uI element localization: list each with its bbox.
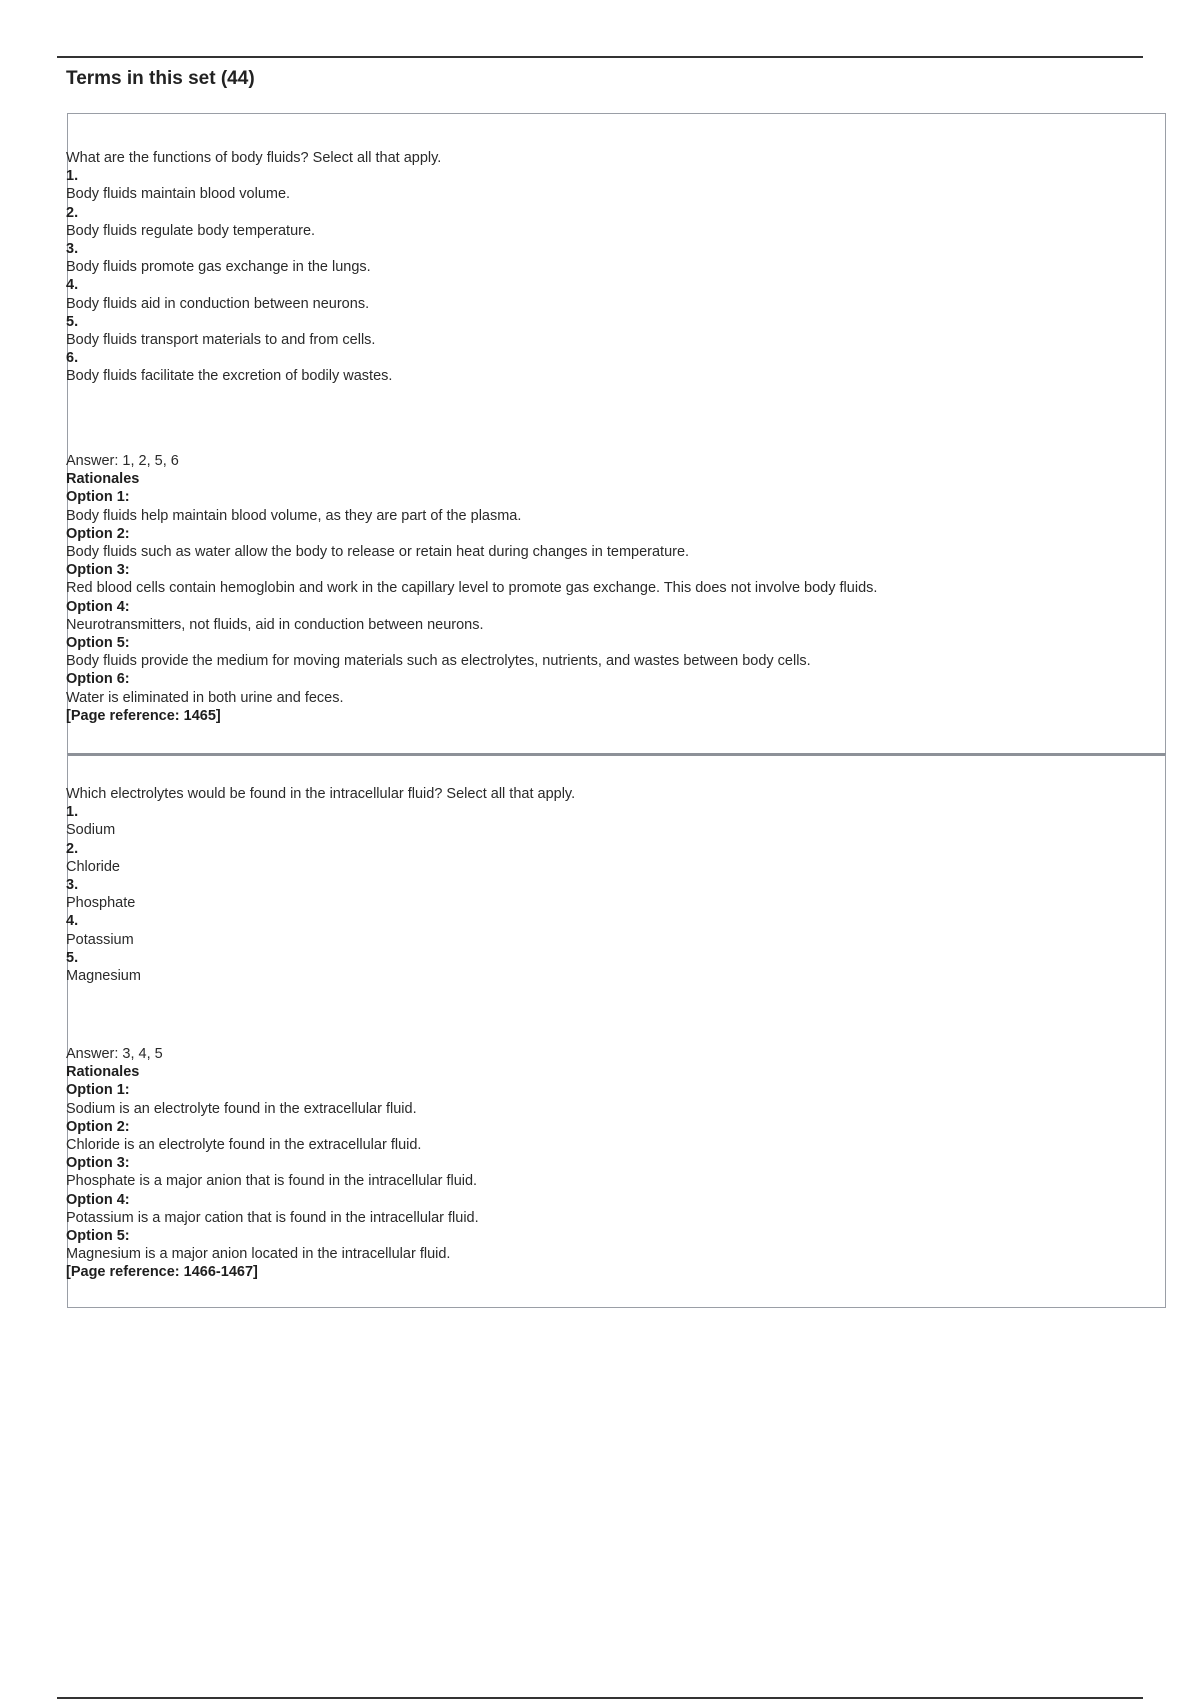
top-divider bbox=[57, 56, 1143, 58]
answer-block bbox=[66, 452, 1165, 725]
term-card bbox=[67, 113, 1166, 755]
option-text: Body fluids maintain blood volume. bbox=[66, 186, 291, 203]
rationale-text: Phosphate is a major anion that is found in the intracellular fluid. bbox=[66, 1173, 478, 1190]
option-text: Body fluids regulate body temperature. bbox=[66, 222, 316, 239]
question-block bbox=[66, 149, 1165, 386]
option-number: 2. bbox=[66, 204, 79, 221]
rationale-label: Option 5: bbox=[66, 1228, 130, 1245]
rationale-text: Magnesium is a major anion located in the intracellular fluid. bbox=[66, 1246, 451, 1263]
option-number: 4. bbox=[66, 913, 79, 930]
rationale-label: Option 2: bbox=[66, 525, 130, 542]
question-text: Which electrolytes would be found in the intracellular fluid? Select all that apply. bbox=[66, 786, 576, 802]
option-number: 2. bbox=[66, 840, 79, 857]
rationale-label: Option 3: bbox=[66, 562, 130, 579]
page-reference: [Page reference: 1465] bbox=[66, 707, 221, 724]
option-text: Body fluids aid in conduction between neurons. bbox=[66, 295, 370, 312]
bottom-divider bbox=[57, 1697, 1143, 1699]
question-text: What are the functions of body fluids? Select all that apply. bbox=[66, 150, 442, 166]
rationales-heading: Rationales bbox=[66, 1064, 140, 1081]
option-text: Sodium bbox=[66, 822, 116, 839]
rationale-label: Option 6: bbox=[66, 671, 130, 688]
rationale-text: Water is eliminated in both urine and feces. bbox=[66, 689, 344, 706]
option-number: 1. bbox=[66, 804, 79, 821]
rationale-label: Option 1: bbox=[66, 489, 130, 506]
rationale-text: Chloride is an electrolyte found in the extracellular fluid. bbox=[66, 1137, 422, 1154]
option-number: 5. bbox=[66, 949, 79, 966]
rationale-label: Option 4: bbox=[66, 598, 130, 615]
rationale-label: Option 5: bbox=[66, 635, 130, 652]
answer-text: Answer: 3, 4, 5 bbox=[66, 1046, 163, 1062]
answer-block bbox=[66, 1045, 1165, 1282]
rationale-label: Option 3: bbox=[66, 1155, 130, 1172]
option-number: 4. bbox=[66, 277, 79, 294]
question-block bbox=[66, 785, 1165, 985]
rationale-text: Sodium is an electrolyte found in the extracellular fluid. bbox=[66, 1100, 417, 1117]
option-text: Chloride bbox=[66, 858, 120, 875]
option-text: Magnesium bbox=[66, 968, 141, 985]
rationale-text: Body fluids such as water allow the body to release or retain heat during changes in temperature. bbox=[66, 544, 690, 561]
option-number: 3. bbox=[66, 241, 79, 258]
rationale-text: Potassium is a major cation that is found in the intracellular fluid. bbox=[66, 1209, 479, 1226]
option-text: Potassium bbox=[66, 931, 134, 948]
option-number: 1. bbox=[66, 168, 79, 185]
option-number: 3. bbox=[66, 877, 79, 894]
rationales-heading: Rationales bbox=[66, 471, 140, 488]
option-number: 5. bbox=[66, 313, 79, 330]
option-text: Body fluids promote gas exchange in the lungs. bbox=[66, 259, 371, 276]
option-text: Phosphate bbox=[66, 895, 136, 912]
option-text: Body fluids transport materials to and from cells. bbox=[66, 332, 376, 349]
rationale-label: Option 4: bbox=[66, 1191, 130, 1208]
rationale-text: Body fluids provide the medium for moving materials such as electrolytes, nutrients, and wastes between body cells. bbox=[66, 653, 811, 670]
option-number: 6. bbox=[66, 350, 79, 367]
answer-text: Answer: 1, 2, 5, 6 bbox=[66, 453, 179, 469]
rationale-label: Option 1: bbox=[66, 1082, 130, 1099]
rationale-text: Neurotransmitters, not fluids, aid in conduction between neurons. bbox=[66, 616, 484, 633]
rationale-text: Body fluids help maintain blood volume, as they are part of the plasma. bbox=[66, 507, 522, 524]
set-title: Terms in this set (44) bbox=[66, 68, 255, 89]
page-reference: [Page reference: 1466-1467] bbox=[66, 1264, 258, 1281]
rationale-text: Red blood cells contain hemoglobin and work in the capillary level to promote gas exchange. This does not involve body fluids. bbox=[66, 580, 878, 597]
option-text: Body fluids facilitate the excretion of bodily wastes. bbox=[66, 368, 393, 385]
rationale-label: Option 2: bbox=[66, 1118, 130, 1135]
term-card bbox=[67, 753, 1166, 1308]
